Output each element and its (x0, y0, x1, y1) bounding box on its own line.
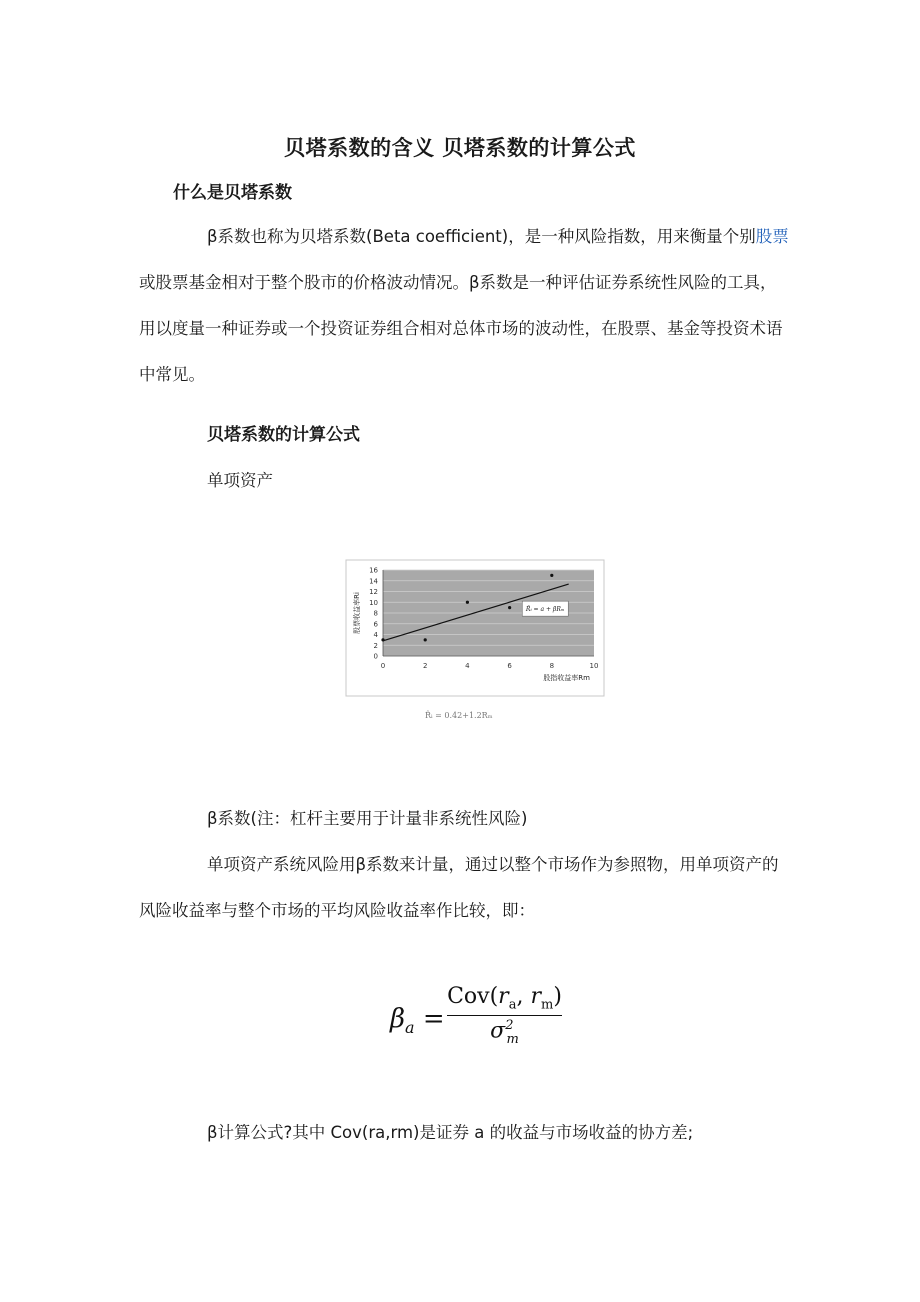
formula-beta-symbol: β (390, 1004, 406, 1034)
formula-denominator (447, 1016, 562, 1047)
regression-formula-caption: R̂ᵢ = 0.42+1.2Rₘ (425, 711, 493, 720)
formula-numerator (447, 984, 562, 1016)
para2-text: 单项资产系统风险用β系数来计量，通过以整个市场作为参照物，用单项资产的风险收益率与整个市场的平均风险收益率作比较，即： (139, 855, 779, 920)
num-r1-sub: a (508, 997, 517, 1013)
formula-beta-subscript: a (405, 1018, 415, 1038)
y-tick-label-6: 6 (373, 620, 378, 629)
num-close: ) (553, 984, 562, 1009)
annotation-text: R̂ᵢ = a + βRₘ (525, 606, 565, 614)
num-r2: r (530, 984, 541, 1009)
x-tick-label-8: 8 (549, 662, 555, 670)
data-point-1 (424, 638, 427, 641)
y-tick-label-0: 0 (373, 652, 378, 661)
den-sub: m (506, 1032, 519, 1048)
chart-svg (345, 559, 605, 699)
x-tick-label-4: 4 (465, 662, 470, 670)
cov-label: Cov( (447, 984, 499, 1009)
y-tick-label-8: 8 (373, 609, 378, 618)
data-point-0 (381, 638, 384, 641)
den-sup: 2 (505, 1018, 514, 1034)
x-axis-label: 股指收益率Rm (543, 674, 590, 682)
x-tick-label-2: 2 (422, 662, 428, 670)
para1-text-b: 或股票基金相对于整个股市的价格波动情况。β系数是一种评估证券系统性风险的工具，用以度量一种证券或一个投资证券组合相对总体市场的波动性，在股票、基金等投资术语中常见。 (139, 273, 783, 384)
y-tick-label-16: 16 (369, 566, 378, 575)
formula-fraction (447, 984, 562, 1047)
beta-note: β系数(注：杠杆主要用于计量非系统性风险) (207, 809, 528, 828)
y-tick-label-2: 2 (373, 641, 378, 650)
x-tick-label-0: 0 (380, 662, 386, 670)
data-point-2 (466, 601, 469, 604)
num-r1: r (498, 984, 509, 1009)
para1-text-a: β系数也称为贝塔系数(Beta coefficient)，是一种风险指数，用来衡量个别 (207, 227, 756, 246)
paragraph-beta-definition (139, 214, 789, 398)
data-point-4 (550, 574, 553, 577)
y-axis-label: 股票收益率Ri (353, 592, 361, 634)
formula-equals: = (414, 1004, 445, 1034)
section-heading-what-is-beta: 什么是贝塔系数 (173, 183, 292, 203)
page-title: 贝塔系数的含义 贝塔系数的计算公式 (284, 136, 636, 160)
den-sigma: σ (490, 1018, 506, 1044)
paragraph-systematic-risk (139, 842, 789, 934)
y-tick-label-14: 14 (369, 577, 378, 586)
single-asset-label: 单项资产 (207, 471, 273, 490)
x-tick-label-10: 10 (589, 662, 599, 670)
y-tick-label-10: 10 (369, 598, 378, 607)
y-tick-label-4: 4 (373, 631, 378, 639)
stock-link[interactable]: 股票 (755, 227, 789, 246)
formula-lhs (390, 1004, 445, 1037)
x-tick-label-6: 6 (507, 662, 512, 670)
covariance-line: β计算公式?其中 Cov(ra,rm)是证券 a 的收益与市场收益的协方差; (207, 1123, 694, 1142)
num-r2-sub: m (541, 997, 554, 1013)
beta-regression-chart (345, 559, 605, 699)
num-sep: , (516, 984, 531, 1009)
section-heading-formula: 贝塔系数的计算公式 (207, 425, 360, 445)
data-point-3 (508, 606, 511, 609)
y-tick-label-12: 12 (369, 588, 378, 596)
